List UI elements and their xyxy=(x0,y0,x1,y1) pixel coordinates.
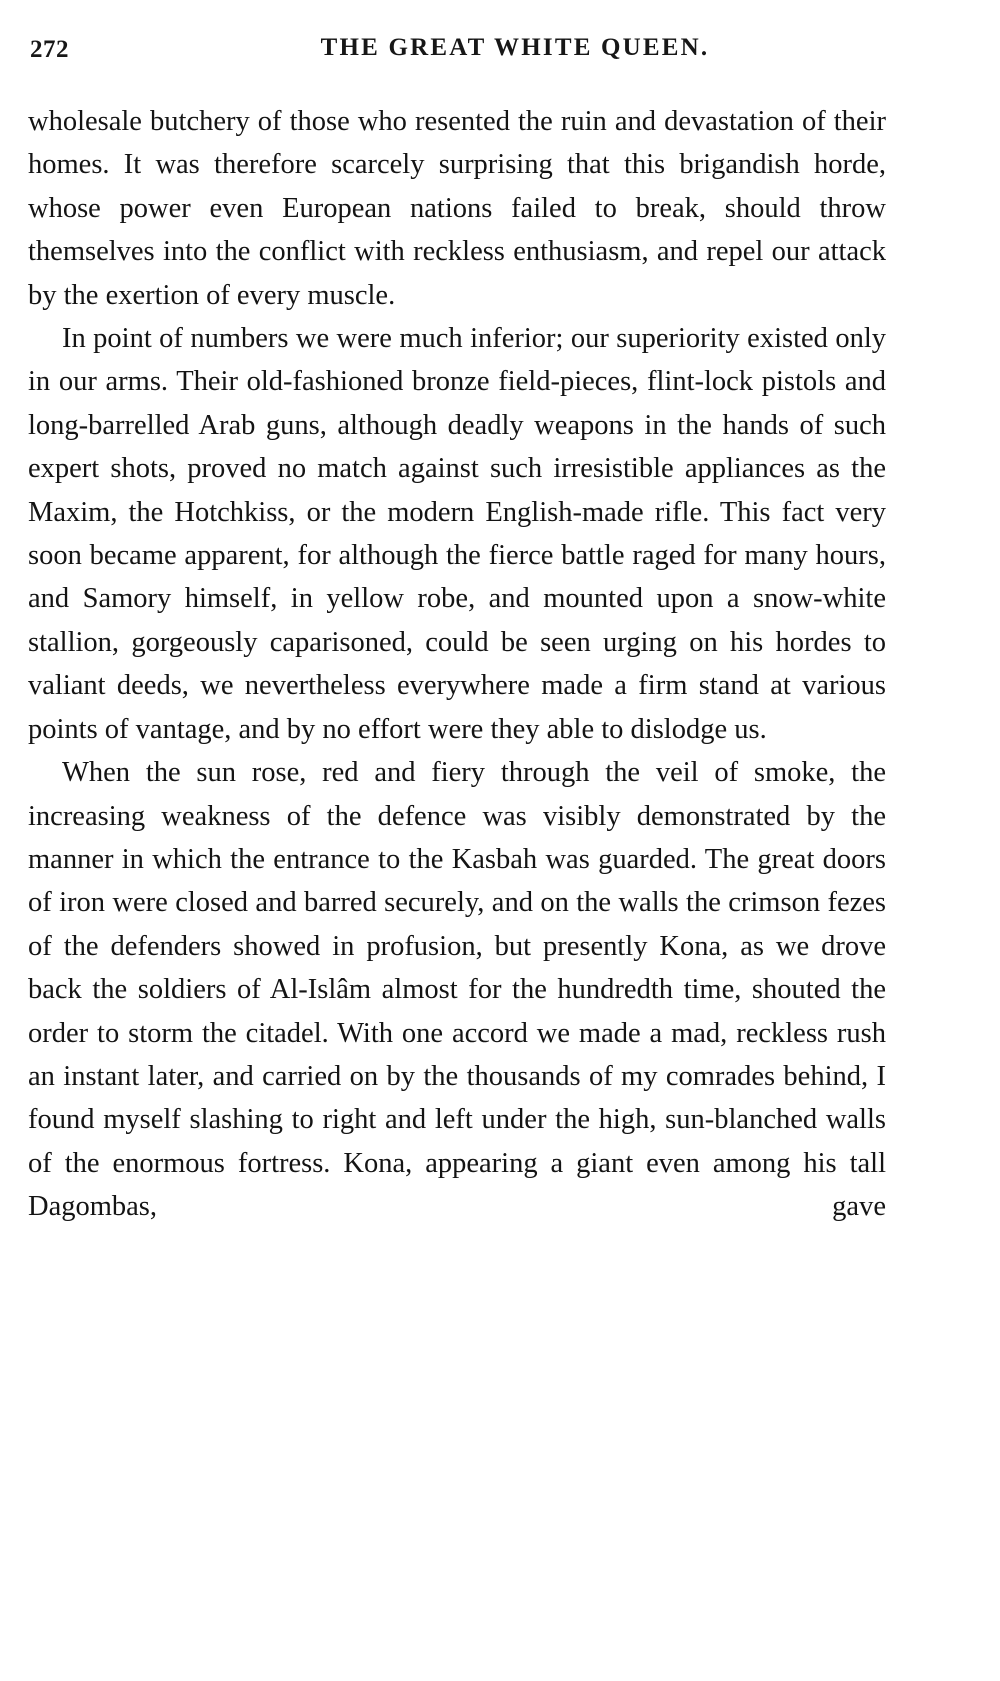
paragraph: When the sun rose, red and fiery through the veil of smoke, the increasing weakness of the defence was visibly demonstrated by the manner in which the entrance to the Kasbah was guarded. The great doors of iron were closed and barred securely, and on the walls the crimson fezes of the defenders showed in profusion, but presently Kona, as we drove back the soldiers of Al-Islâm almost for the hundredth time, shouted the order to storm the citadel. With one accord we made a mad, reckless rush an instant later, and carried on by the thousands of my comrades behind, I found myself slashing to right and left under the high, sun-blanched walls of the enormous fortress. Kona, appearing a giant even among his tall Dagombas, gave xyxy=(28,757,886,1223)
page-body xyxy=(28,100,886,1272)
page-header xyxy=(0,30,1000,76)
page-number: 272 xyxy=(30,36,69,63)
running-head-title: THE GREAT WHITE QUEEN. xyxy=(320,34,710,61)
paragraph: In point of numbers we were much inferior; our superiority existed only in our arms. Their old-fashioned bronze field-pieces, flint-lock pistols and long-barrelled Arab guns, although deadly weapons in the hands of such expert shots, proved no match against such irresistible appliances as the Maxim, the Hotchkiss, or the modern English-made rifle. This fact very soon became apparent, for although the fierce battle raged for many hours, and Samory himself, in yellow robe, and mounted upon a snow-white stallion, gorgeously caparisoned, could be seen urging on his hordes to valiant deeds, we nevertheless everywhere made a firm stand at various points of vantage, and by no effort were they able to dislodge us. xyxy=(28,323,886,745)
paragraph: wholesale butchery of those who resented the ruin and devastation of their homes. It was therefore scarcely surprising that this brigandish horde, whose power even European nations failed to break, should throw themselves into the conflict with reckless enthusiasm, and repel our attack by the exertion of every muscle. xyxy=(28,106,886,311)
